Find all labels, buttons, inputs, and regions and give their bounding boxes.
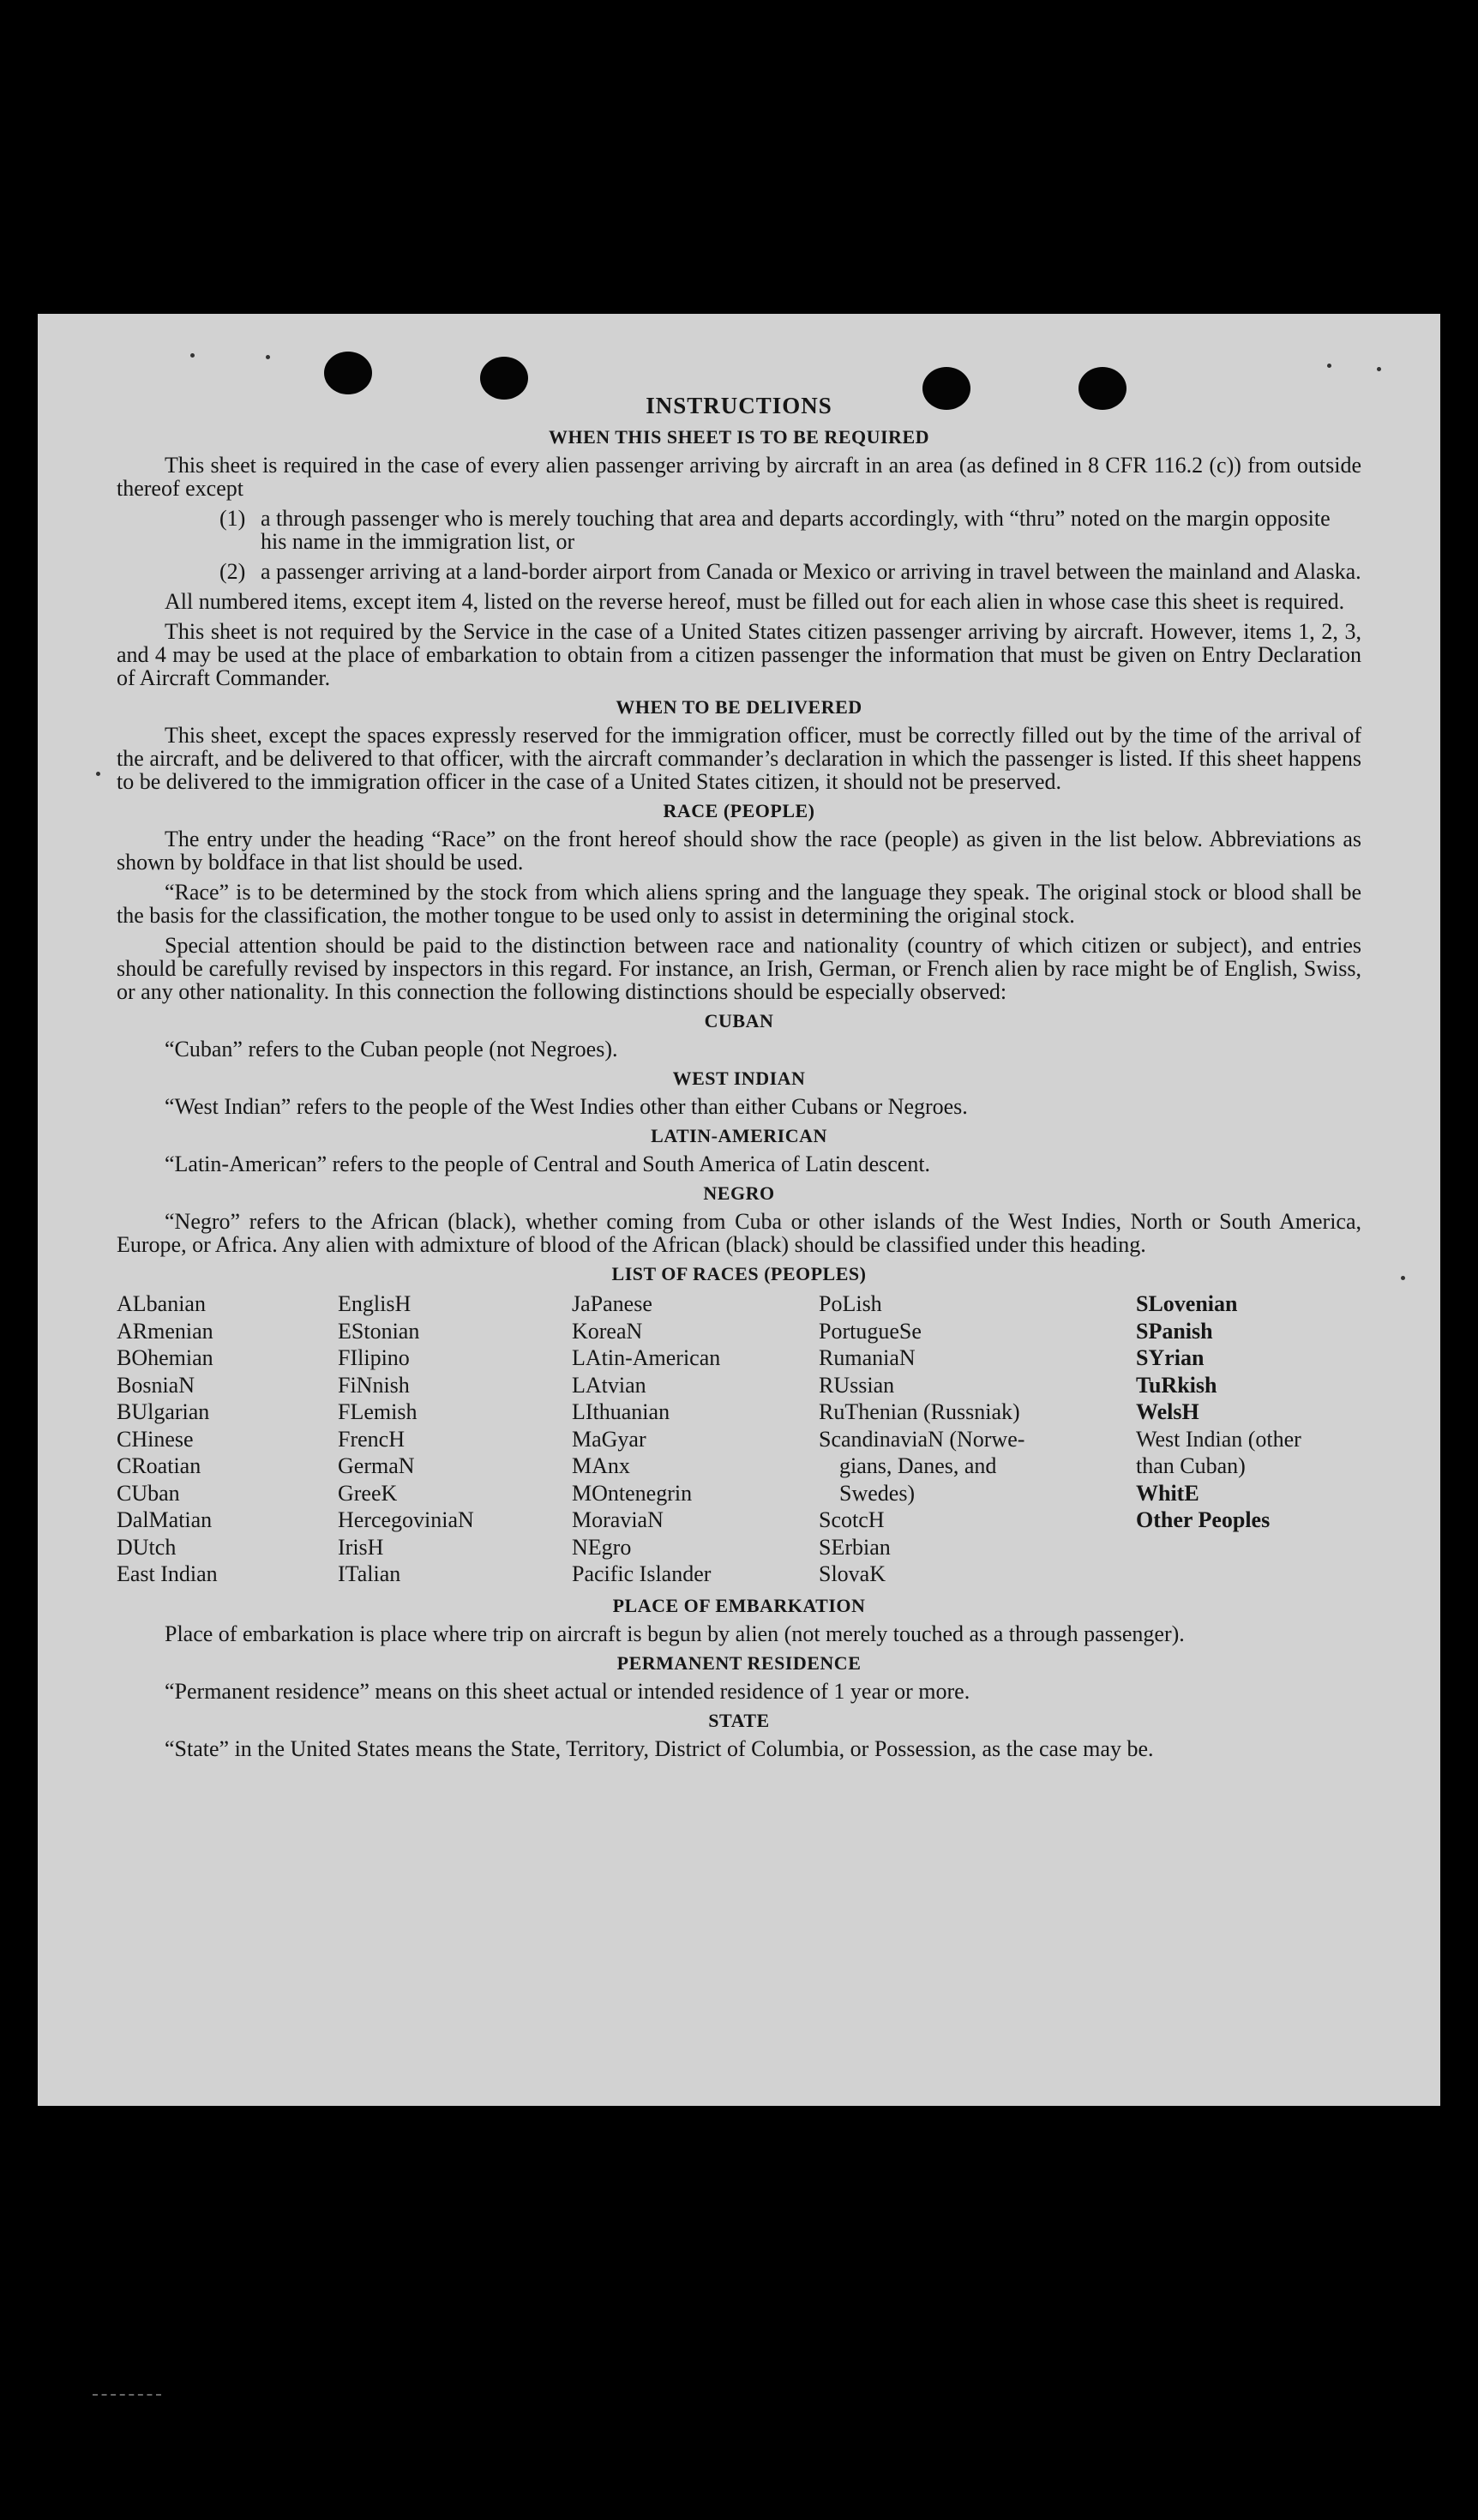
heading-race: RACE (PEOPLE): [663, 800, 815, 821]
race-entry: TuRkish: [1136, 1372, 1217, 1398]
heading-state: STATE: [708, 1709, 770, 1731]
speck: [1377, 367, 1381, 371]
punch-hole-1: [324, 352, 372, 394]
race-entry: DUtch: [117, 1534, 177, 1560]
instruction-sheet: [38, 314, 1440, 2106]
race-entry: SErbian: [819, 1534, 891, 1560]
page-title: INSTRUCTIONS: [646, 393, 832, 418]
speck: [96, 772, 100, 776]
speck: [190, 353, 195, 358]
race-entry: BUlgarian: [117, 1399, 210, 1424]
race-entry: GreeK: [338, 1480, 398, 1506]
race-column-2: [338, 1290, 572, 1588]
heading-place-of-embarkation: PLACE OF EMBARKATION: [612, 1594, 866, 1616]
exception-text: a through passenger who is merely touching that area and departs accordingly, with “thru” noted on the margin opposite his name in the immigration list, or: [261, 506, 1331, 554]
heading-negro: NEGRO: [703, 1182, 775, 1204]
paragraph-race-1: The entry under the heading “Race” on the front hereof should show the race (people) as given in the list below. Abbreviations as shown by boldface in that list should be used.: [117, 827, 1361, 875]
exception-text: a passenger arriving at a land-border airport from Canada or Mexico or arriving in travel between the mainland and Alaska.: [261, 559, 1361, 584]
race-entry: FLemish: [338, 1399, 418, 1424]
race-entry: SYrian: [1136, 1345, 1205, 1370]
race-entry: Other Peoples: [1136, 1507, 1271, 1532]
race-entry: CHinese: [117, 1426, 194, 1452]
heading-permanent-residence: PERMANENT RESIDENCE: [616, 1651, 862, 1674]
race-entry: ScandinaviaN (Norwe-: [819, 1426, 1025, 1452]
heading-west-indian: WEST INDIAN: [672, 1068, 806, 1089]
race-entry: HercegoviniaN: [338, 1507, 474, 1532]
race-entry: PortugueSe: [819, 1318, 922, 1344]
race-entry: MaGyar: [572, 1426, 646, 1452]
race-entry: WelsH: [1136, 1399, 1199, 1424]
speck: [1401, 1276, 1405, 1280]
race-entry: SLovenian: [1136, 1291, 1238, 1316]
race-entry: BosniaN: [117, 1372, 195, 1398]
race-entry: PoLish: [819, 1291, 882, 1316]
race-entry: ITalian: [338, 1561, 401, 1586]
heading-when-delivered: WHEN TO BE DELIVERED: [616, 696, 862, 718]
exception-number: (1): [219, 506, 246, 531]
paragraph-race-2: “Race” is to be determined by the stock from which aliens spring and the language they speak. The original stock or blood shall be the basis for the classification, the mother tongue to be used only to assist in determining the original stock.: [117, 880, 1361, 928]
race-entry: MOntenegrin: [572, 1480, 693, 1506]
paragraph-latin-american: “Latin-American” refers to the people of Central and South America of Latin descent.: [165, 1152, 931, 1176]
exception-number: (2): [219, 559, 246, 584]
punch-hole-4: [1078, 367, 1127, 410]
paragraph-embarkation: Place of embarkation is place where trip on aircraft is begun by alien (not merely touched as a through passenger).: [165, 1621, 1185, 1646]
paragraph-residence: “Permanent residence” means on this sheet actual or intended residence of 1 year or more.: [165, 1678, 970, 1704]
race-entry-continued: Swedes): [839, 1480, 916, 1506]
race-entry: BOhemian: [117, 1345, 213, 1370]
race-entry: MAnx: [572, 1453, 630, 1478]
race-entry: DalMatian: [117, 1507, 213, 1532]
scan-artifact: [93, 2394, 161, 2398]
race-entry: LAtin-American: [572, 1345, 721, 1370]
race-entry: NEgro: [572, 1534, 632, 1560]
race-entry: FrencH: [338, 1426, 405, 1452]
race-entry: East Indian: [117, 1561, 218, 1586]
race-entry: WhitE: [1136, 1480, 1199, 1506]
paragraph-required: This sheet is required in the case of every alien passenger arriving by aircraft in an area (as defined in 8 CFR 116.2 (c)) from outside thereof except: [117, 453, 1361, 501]
heading-latin-american: LATIN-AMERICAN: [651, 1125, 827, 1146]
race-list: [117, 1290, 1361, 1588]
race-entry: RumaniaN: [819, 1345, 916, 1370]
race-entry: RUssian: [819, 1372, 895, 1398]
paragraph-race-3: Special attention should be paid to the distinction between race and nationality (country of which citizen or subject), and entries should be carefully revised by inspectors in this regard. For instance, an Irish, German, or French alien by race might be of English, Swiss, or any other nationality. In this connection the following distinctions should be especially observed:: [117, 933, 1361, 1004]
race-entry: JaPanese: [572, 1291, 652, 1316]
race-entry: LIthuanian: [572, 1399, 670, 1424]
race-entry: Pacific Islander: [572, 1561, 712, 1586]
paragraph-delivered: This sheet, except the spaces expressly reserved for the immigration officer, must be correctly filled out by the time of the arrival of the aircraft, and be delivered to that officer, with the aircraft commander’s declaration in which the passenger is listed. If this sheet happens to be delivered to the immigration officer in the case of a United States citizen, it should not be preserved.: [117, 723, 1361, 794]
race-entry: LAtvian: [572, 1372, 646, 1398]
punch-hole-2: [480, 357, 528, 400]
race-entry: SlovaK: [819, 1561, 886, 1586]
race-entry: FIlipino: [338, 1345, 410, 1370]
race-entry: GermaN: [338, 1453, 415, 1478]
race-entry: CRoatian: [117, 1453, 201, 1478]
race-column-3: [572, 1290, 819, 1588]
speck: [266, 355, 270, 359]
race-entry: SPanish: [1136, 1318, 1213, 1344]
exception-item: [219, 560, 1361, 583]
punch-hole-3: [922, 367, 970, 410]
race-entry: ARmenian: [117, 1318, 213, 1344]
race-entry: CUban: [117, 1480, 180, 1506]
race-entry: IrisH: [338, 1534, 384, 1560]
paragraph-state: “State” in the United States means the State, Territory, District of Columbia, or Possession, as the case may be.: [165, 1735, 1154, 1761]
race-column-1: [117, 1290, 338, 1588]
race-entry: West Indian (other: [1136, 1426, 1301, 1452]
exception-item: [219, 507, 1361, 553]
race-entry: KoreaN: [572, 1318, 643, 1344]
race-entry: RuThenian (Russniak): [819, 1399, 1020, 1424]
paragraph-citizen: This sheet is not required by the Service in the case of a United States citizen passenger arriving by aircraft. However, items 1, 2, 3, and 4 may be used at the place of embarkation to obtain from a citizen passenger the information that must be given on Entry Declaration of Aircraft Commander.: [117, 619, 1361, 690]
heading-list-of-races: LIST OF RACES (PEOPLES): [611, 1263, 867, 1284]
race-entry: MoraviaN: [572, 1507, 664, 1532]
race-entry: FiNnish: [338, 1372, 410, 1398]
paragraph-numbered-items: All numbered items, except item 4, listed on the reverse hereof, must be filled out for each alien in whose case this sheet is required.: [165, 589, 1345, 614]
race-entry: ScotcH: [819, 1507, 885, 1532]
race-entry-continued: than Cuban): [1136, 1453, 1246, 1478]
race-entry: EnglisH: [338, 1291, 412, 1316]
race-column-4: [819, 1290, 1136, 1588]
speck: [1327, 364, 1331, 368]
paragraph-negro: “Negro” refers to the African (black), whether coming from Cuba or other islands of the West Indies, North or South America, Europe, or Africa. Any alien with admixture of blood of the African (black) should be classified under this heading.: [117, 1209, 1361, 1257]
race-entry: EStonian: [338, 1318, 420, 1344]
race-entry: ALbanian: [117, 1291, 206, 1316]
heading-cuban: CUBAN: [704, 1010, 774, 1031]
heading-when-required: WHEN THIS SHEET IS TO BE REQUIRED: [548, 426, 930, 448]
race-column-5: [1136, 1290, 1359, 1588]
paragraph-west-indian: “West Indian” refers to the people of the West Indies other than either Cubans or Negroes.: [165, 1094, 968, 1119]
race-entry-continued: gians, Danes, and: [839, 1453, 997, 1478]
paragraph-cuban: “Cuban” refers to the Cuban people (not Negroes).: [165, 1037, 618, 1062]
